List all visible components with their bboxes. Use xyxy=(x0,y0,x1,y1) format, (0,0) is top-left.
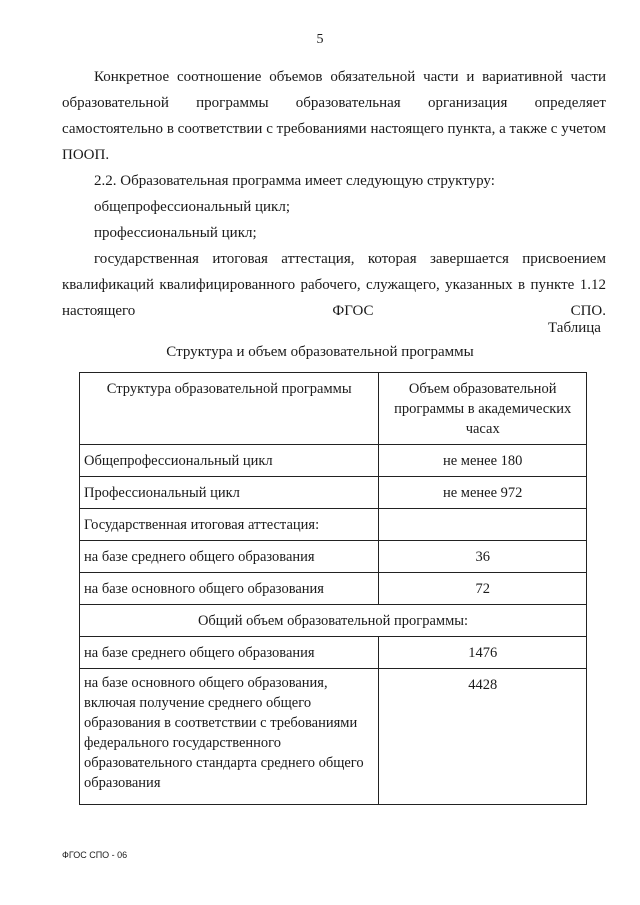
table-title: Структура и объем образовательной программы xyxy=(166,344,474,360)
table-header-row xyxy=(80,373,587,445)
row-label: Профессиональный цикл xyxy=(80,477,379,509)
row-label: на базе среднего общего образования xyxy=(80,637,379,669)
total-header: Общий объем образовательной программы: xyxy=(80,605,587,637)
program-structure-table xyxy=(79,372,587,805)
list-item-state-attestation: государственная итоговая аттестация, которая завершается присвоением квалификаций квалифицированного рабочего, служащего, указанных в пункте 1.12 настоящего ФГОС СПО. xyxy=(62,251,606,319)
row-label: Общепрофессиональный цикл xyxy=(80,445,379,477)
table-row xyxy=(80,445,587,477)
table-row xyxy=(80,541,587,573)
row-label: на базе основного общего образования xyxy=(80,573,379,605)
table-row xyxy=(80,669,587,805)
table-row xyxy=(80,573,587,605)
table-total-header-row xyxy=(80,605,587,637)
row-label: Государственная итоговая аттестация: xyxy=(80,509,379,541)
table-row xyxy=(80,637,587,669)
row-value: 1476 xyxy=(379,637,587,669)
list-item-professional-cycle: профессиональный цикл; xyxy=(94,225,257,241)
paragraph-structure-intro: 2.2. Образовательная программа имеет следующую структуру: xyxy=(94,173,495,189)
page-number: 5 xyxy=(316,32,324,47)
row-value xyxy=(379,509,587,541)
row-label: на базе среднего общего образования xyxy=(80,541,379,573)
list-item-general-cycle: общепрофессиональный цикл; xyxy=(94,199,290,215)
table-row xyxy=(80,477,587,509)
row-value: не менее 972 xyxy=(379,477,587,509)
row-value: 4428 xyxy=(379,669,587,805)
row-label: на базе основного общего образования, включая получение среднего общего образования в соответствии с требованиями федерального государственного образовательного стандарта среднего общего образования xyxy=(80,669,379,805)
row-value: 36 xyxy=(379,541,587,573)
table-caption: Таблица xyxy=(548,320,601,336)
row-value: не менее 180 xyxy=(379,445,587,477)
row-value: 72 xyxy=(379,573,587,605)
paragraph-ratio: Конкретное соотношение объемов обязательной части и вариативной части образовательной программы образовательная организация определяет самостоятельно в соответствии с требованиями настоящего пункта, а также с учетом ПООП. xyxy=(62,69,606,163)
header-structure: Структура образовательной программы xyxy=(80,373,379,445)
footer-code: ФГОС СПО - 06 xyxy=(62,850,128,860)
header-volume: Объем образовательной программы в академических часах xyxy=(379,373,587,445)
table-row xyxy=(80,509,587,541)
